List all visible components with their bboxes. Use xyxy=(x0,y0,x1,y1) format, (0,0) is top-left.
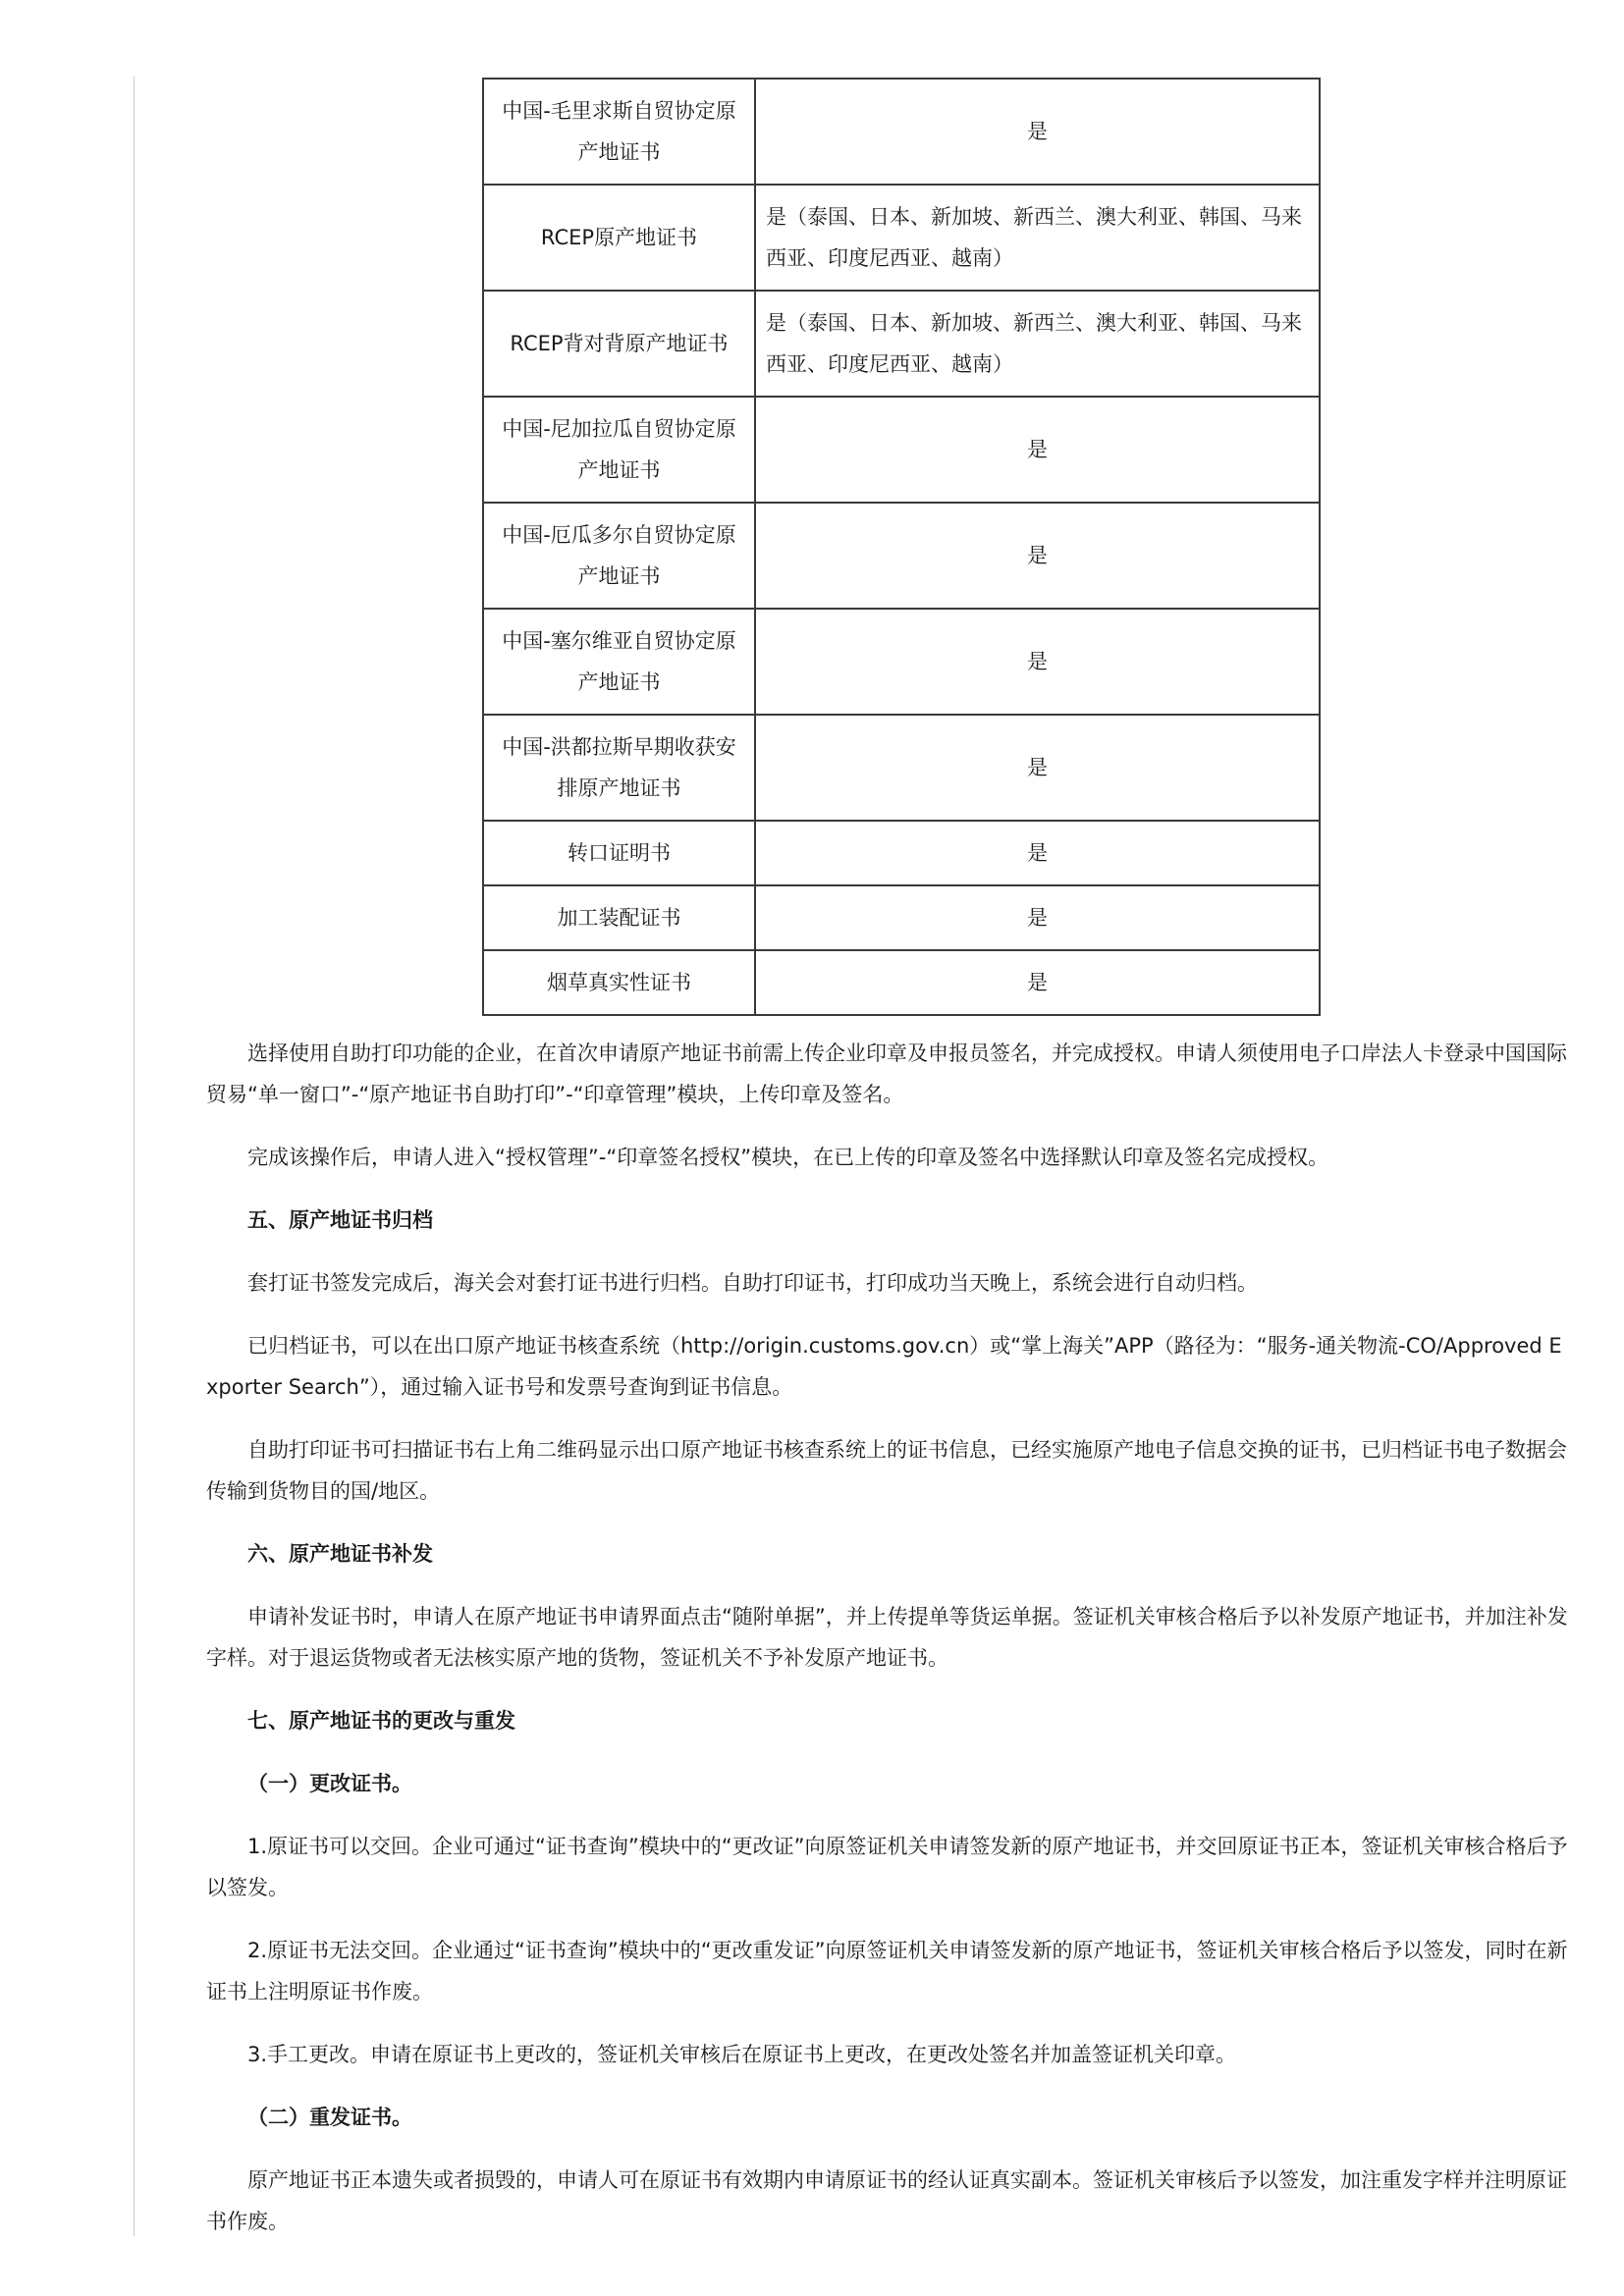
certificate-name: 中国-厄瓜多尔自贸协定原产地证书 xyxy=(483,503,755,609)
certificate-name: RCEP原产地证书 xyxy=(483,185,755,291)
self-print-support: 是 xyxy=(755,821,1320,885)
table-row xyxy=(483,185,1320,291)
table-row xyxy=(483,397,1320,503)
section-heading-reissue: 六、原产地证书补发 xyxy=(247,1542,433,1566)
certificate-name: 中国-尼加拉瓜自贸协定原产地证书 xyxy=(483,397,755,503)
paragraph-change-2: 2.原证书无法交回。企业通过“证书查询”模块中的“更改重发证”向原签证机关申请签发新的原产地证书，签证机关审核合格后予以签发，同时在新证书上注明原证书作废。 xyxy=(206,1939,1568,2003)
paragraph-archive-1: 套打证书签发完成后，海关会对套打证书进行归档。自助打印证书，打印成功当天晚上，系统会进行自动归档。 xyxy=(247,1271,1258,1295)
paragraph-change-3: 3.手工更改。申请在原证书上更改的，签证机关审核后在原证书上更改，在更改处签名并加盖签证机关印章。 xyxy=(247,2043,1237,2066)
document-body xyxy=(206,1033,1569,2264)
table-row xyxy=(483,609,1320,715)
section-heading-change: 七、原产地证书的更改与重发 xyxy=(247,1709,515,1733)
paragraph-archive-3: 自助打印证书可扫描证书右上角二维码显示出口原产地证书核查系统上的证书信息，已经实施原产地电子信息交换的证书，已归档证书电子数据会传输到货物目的国/地区。 xyxy=(206,1438,1567,1503)
left-margin-rule xyxy=(134,77,135,2236)
table-row xyxy=(483,950,1320,1015)
self-print-support: 是 xyxy=(755,885,1320,950)
table-row xyxy=(483,715,1320,821)
table-row xyxy=(483,291,1320,397)
certificate-name: 加工装配证书 xyxy=(483,885,755,950)
self-print-support: 是（泰国、日本、新加坡、新西兰、澳大利亚、韩国、马来西亚、印度尼西亚、越南） xyxy=(755,291,1320,397)
certificate-name: 中国-洪都拉斯早期收获安排原产地证书 xyxy=(483,715,755,821)
self-print-support: 是 xyxy=(755,79,1320,185)
certificate-name: 中国-塞尔维亚自贸协定原产地证书 xyxy=(483,609,755,715)
subheading-change-certificate: （一）更改证书。 xyxy=(247,1772,412,1795)
self-print-support: 是 xyxy=(755,950,1320,1015)
paragraph-archive-2: 已归档证书，可以在出口原产地证书核查系统（http://origin.customs.gov.cn）或“掌上海关”APP（路径为：“服务-通关物流-CO/Approved Exporter Search”），通过输入证书号和发票号查询到证书信息。 xyxy=(206,1334,1562,1399)
self-print-support: 是 xyxy=(755,503,1320,609)
self-print-support: 是 xyxy=(755,715,1320,821)
table-row xyxy=(483,821,1320,885)
paragraph-seal-upload: 选择使用自助打印功能的企业，在首次申请原产地证书前需上传企业印章及申报员签名，并完成授权。申请人须使用电子口岸法人卡登录中国国际贸易“单一窗口”-“原产地证书自助打印”-“印章管理”模块，上传印章及签名。 xyxy=(206,1041,1567,1106)
subheading-duplicate-certificate: （二）重发证书。 xyxy=(247,2106,412,2129)
certificate-name: 中国-毛里求斯自贸协定原产地证书 xyxy=(483,79,755,185)
certificate-name: 转口证明书 xyxy=(483,821,755,885)
paragraph-reissue: 申请补发证书时，申请人在原产地证书申请界面点击“随附单据”，并上传提单等货运单据。签证机关审核合格后予以补发原产地证书，并加注补发字样。对于退运货物或者无法核实原产地的货物，签证机关不予补发原产地证书。 xyxy=(206,1605,1568,1670)
self-print-support: 是 xyxy=(755,609,1320,715)
table-row xyxy=(483,885,1320,950)
paragraph-authorization: 完成该操作后，申请人进入“授权管理”-“印章签名授权”模块，在已上传的印章及签名中选择默认印章及签名完成授权。 xyxy=(247,1146,1329,1169)
certificate-table xyxy=(482,78,1321,1016)
self-print-support: 是（泰国、日本、新加坡、新西兰、澳大利亚、韩国、马来西亚、印度尼西亚、越南） xyxy=(755,185,1320,291)
certificate-name: RCEP背对背原产地证书 xyxy=(483,291,755,397)
certificate-name: 烟草真实性证书 xyxy=(483,950,755,1015)
table-row xyxy=(483,79,1320,185)
table-row xyxy=(483,503,1320,609)
paragraph-change-1: 1.原证书可以交回。企业可通过“证书查询”模块中的“更改证”向原签证机关申请签发新的原产地证书，并交回原证书正本，签证机关审核合格后予以签发。 xyxy=(206,1835,1568,1899)
paragraph-duplicate: 原产地证书正本遗失或者损毁的，申请人可在原证书有效期内申请原证书的经认证真实副本。签证机关审核后予以签发，加注重发字样并注明原证书作废。 xyxy=(206,2168,1567,2233)
self-print-support: 是 xyxy=(755,397,1320,503)
section-heading-archive: 五、原产地证书归档 xyxy=(247,1208,433,1232)
